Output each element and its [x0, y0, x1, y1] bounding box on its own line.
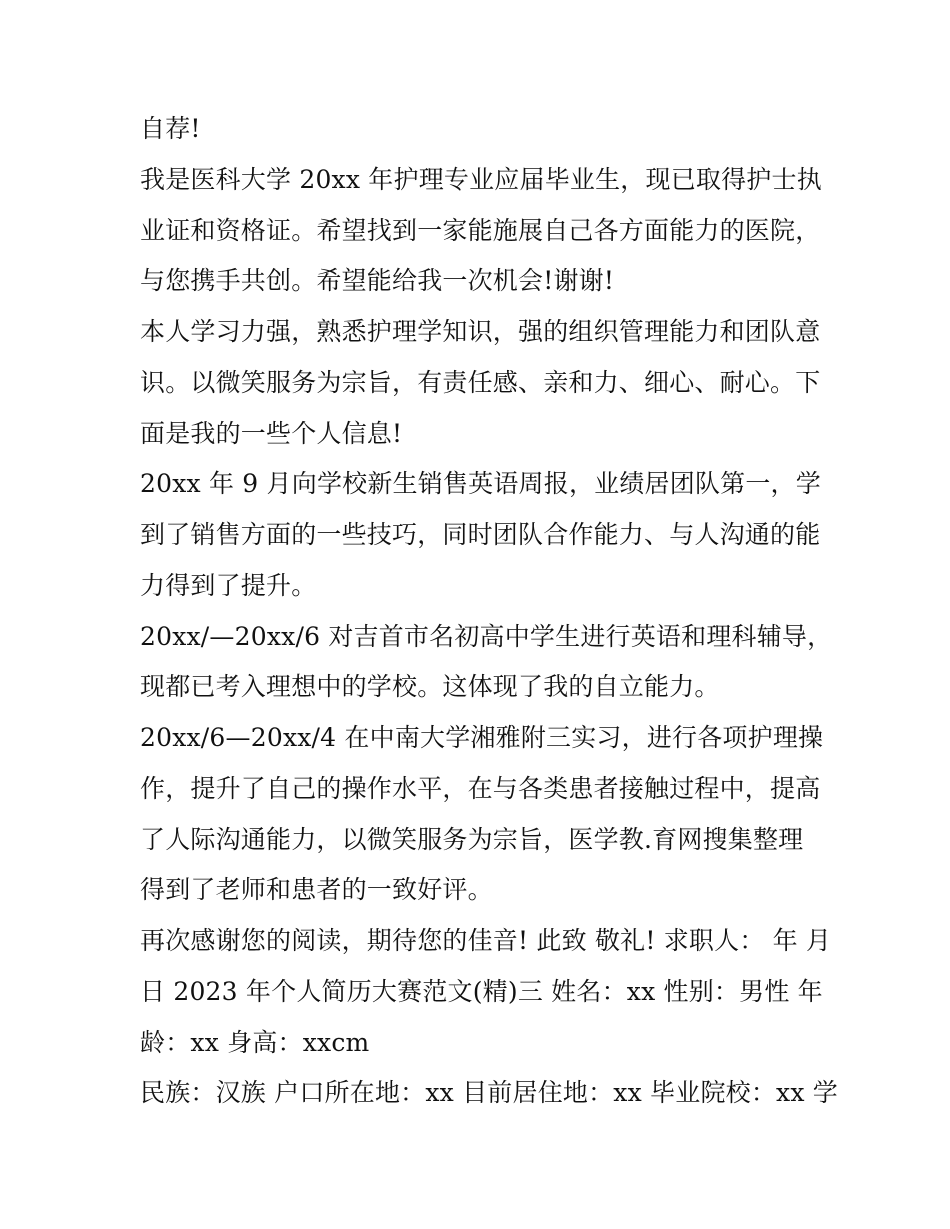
text-line: 与您携手共创。希望能给我一次机会!谢谢! — [140, 266, 615, 295]
text-line: 20xx 年 9 月向学校新生销售英语周报，业绩居团队第一，学 — [140, 469, 821, 498]
text-line: 现都已考入理想中的学校。这体现了我的自立能力。 — [140, 672, 720, 701]
text-line: 了人际沟通能力，以微笑服务为宗旨，医学教.育网搜集整理 — [140, 825, 804, 854]
text-line: 到了销售方面的一些技巧，同时团队合作能力、与人沟通的能 — [140, 520, 821, 549]
text-line: 本人学习力强，熟悉护理学知识，强的组织管理能力和团队意 — [140, 317, 821, 346]
text-line: 日 2023 年个人简历大赛范文(精)三 姓名：xx 性别：男性 年 — [140, 977, 823, 1006]
text-line: 识。以微笑服务为宗旨，有责任感、亲和力、细心、耐心。下 — [140, 368, 821, 397]
text-line: 力得到了提升。 — [140, 571, 317, 600]
text-line: 面是我的一些个人信息! — [140, 419, 403, 448]
text-line: 民族：汉族 户口所在地：xx 目前居住地：xx 毕业院校：xx 学 — [140, 1078, 838, 1107]
text-line: 20xx/6—20xx/4 在中南大学湘雅附三实习，进行各项护理操 — [140, 723, 824, 752]
text-line: 20xx/—20xx/6 对吉首市名初高中学生进行英语和理科辅导， — [140, 622, 833, 651]
text-line: 业证和资格证。希望找到一家能施展自己各方面能力的医院， — [140, 216, 821, 245]
text-line: 得到了老师和患者的一致好评。 — [140, 875, 493, 904]
text-line: 我是医科大学 20xx 年护理专业应届毕业生，现已取得护士执 — [140, 165, 822, 194]
text-line: 自荐! — [140, 114, 201, 143]
text-line: 再次感谢您的阅读，期待您的佳音! 此致 敬礼! 求职人： 年 月 — [140, 926, 832, 955]
text-line: 作，提升了自己的操作水平，在与各类患者接触过程中，提高 — [140, 774, 821, 803]
text-line: 龄：xx 身高：xxcm — [140, 1028, 370, 1057]
